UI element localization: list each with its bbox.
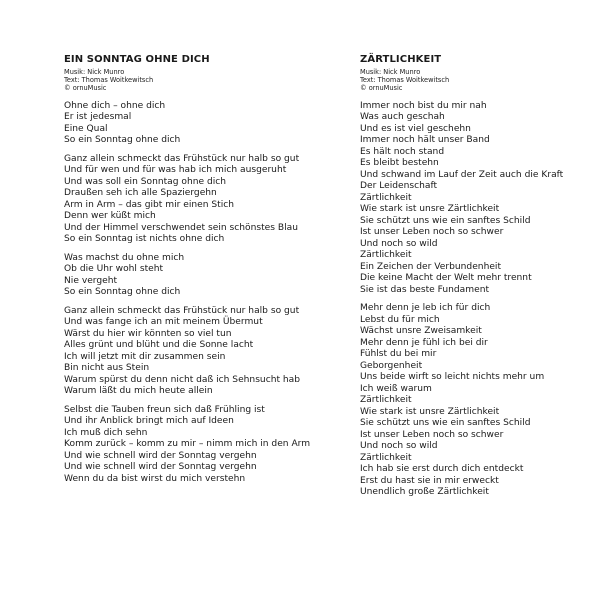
credit-copyright: © ornuMusic: [64, 84, 107, 93]
lyric-line: Ganz allein schmeckt das Frühstück nur halb so gut: [64, 153, 300, 164]
song-lyrics: [64, 101, 344, 486]
lyric-line: Wenn du da bist wirst du mich verstehn: [64, 473, 246, 484]
lyrics-stanza: [360, 101, 592, 297]
lyric-line: Der Leidenschaft: [360, 181, 438, 192]
lyric-line: Mehr denn je leb ich für dich: [360, 303, 491, 314]
lyric-line: Warum spürst du denn nicht daß ich Sehnsucht hab: [64, 374, 301, 385]
lyric-line: Ich weiß warum: [360, 383, 432, 394]
lyric-line: Ist unser Leben noch so schwer: [360, 227, 504, 238]
lyric-line: Er ist jedesmal: [64, 112, 132, 123]
lyric-line: Ist unser Leben noch so schwer: [360, 429, 504, 440]
lyric-line: Ob die Uhr wohl steht: [64, 264, 164, 275]
lyric-line: Komm zurück – komm zu mir – nimm mich in den Arm: [64, 439, 311, 450]
lyric-line: Was auch geschah: [360, 112, 445, 123]
lyric-line: Wie stark ist unsre Zärtlichkeit: [360, 406, 500, 417]
lyric-line: So ein Sonntag ohne dich: [64, 287, 181, 298]
credit-copyright: © ornuMusic: [360, 84, 403, 93]
lyric-line: Zärtlichkeit: [360, 250, 412, 261]
lyrics-stanza: [64, 253, 344, 299]
lyric-line: Lebst du für mich: [360, 314, 440, 325]
song-title: ZÄRTLICHKEIT: [360, 54, 442, 65]
lyric-line: Es bleibt bestehn: [360, 158, 439, 169]
lyric-line: Und wie schnell wird der Sonntag vergehn: [64, 462, 257, 473]
lyric-line: Bin nicht aus Stein: [64, 363, 150, 374]
lyric-line: Es hält noch stand: [360, 146, 445, 157]
lyric-line: Alles grünt und blüht und die Sonne lacht: [64, 340, 254, 351]
lyric-line: Und für wen und für was hab ich mich ausgeruht: [64, 165, 287, 176]
lyric-line: Immer noch bist du mir nah: [360, 100, 487, 111]
lyric-line: Und der Himmel verschwendet sein schönstes Blau: [64, 222, 298, 233]
lyric-line: Mehr denn je fühl ich bei dir: [360, 337, 488, 348]
lyric-line: Draußen seh ich alle Spaziergehn: [64, 188, 217, 199]
song-credits: [64, 68, 344, 93]
lyric-line: Und noch so wild: [360, 238, 438, 249]
song-column-right: [360, 54, 592, 499]
lyric-line: Und noch so wild: [360, 441, 438, 452]
lyric-line: Ich hab sie erst durch dich entdeckt: [360, 464, 524, 475]
lyric-line: Denn wer küßt mich: [64, 211, 156, 222]
lyric-line: Warum läßt du mich heute allein: [64, 386, 213, 397]
song-column-left: [64, 54, 344, 485]
lyric-line: Zärtlichkeit: [360, 452, 412, 463]
credit-lyrics: Text: Thomas Woitkewitsch: [64, 76, 154, 85]
lyric-line: Fühlst du bei mir: [360, 349, 437, 360]
lyrics-stanza: [64, 101, 344, 147]
lyric-line: So ein Sonntag ist nichts ohne dich: [64, 234, 225, 245]
lyric-line: Und ihr Anblick bringt mich auf Ideen: [64, 416, 234, 427]
credit-music: Musik: Nick Munro: [64, 68, 125, 76]
lyric-line: Uns beide wirft so leicht nichts mehr um: [360, 372, 545, 383]
lyric-line: Die keine Macht der Welt mehr trennt: [360, 273, 532, 284]
credit-lyrics: Text: Thomas Woitkewitsch: [360, 76, 450, 85]
lyric-line: Und es ist viel geschehn: [360, 123, 471, 134]
lyric-line: Und wie schnell wird der Sonntag vergehn: [64, 450, 257, 461]
lyric-line: Zärtlichkeit: [360, 395, 412, 406]
song-credits: [360, 68, 592, 93]
lyric-line: Erst du hast sie in mir erweckt: [360, 475, 499, 486]
song-title: EIN SONNTAG OHNE DICH: [64, 54, 210, 65]
credit-music: Musik: Nick Munro: [360, 68, 421, 76]
lyric-line: Sie schützt uns wie ein sanftes Schild: [360, 215, 531, 226]
lyric-line: Eine Qual: [64, 123, 108, 134]
lyric-line: Selbst die Tauben freun sich daß Frühling ist: [64, 404, 265, 415]
lyric-line: Sie schützt uns wie ein sanftes Schild: [360, 418, 531, 429]
lyric-line: Ein Zeichen der Verbundenheit: [360, 261, 502, 272]
lyric-line: Ganz allein schmeckt das Frühstück nur halb so gut: [64, 305, 300, 316]
lyrics-stanza: [64, 154, 344, 246]
lyric-line: Arm in Arm – das gibt mir einen Stich: [64, 199, 234, 210]
lyric-line: Geborgenheit: [360, 360, 423, 371]
lyric-line: Wärst du hier wir könnten so viel tun: [64, 328, 232, 339]
lyric-line: Ich muß dich sehn: [64, 427, 148, 438]
lyric-line: Unendlich große Zärtlichkeit: [360, 487, 489, 498]
lyric-line: So ein Sonntag ohne dich: [64, 135, 181, 146]
lyric-line: Zärtlichkeit: [360, 192, 412, 203]
lyrics-stanza: [64, 405, 344, 486]
lyric-line: Und was soll ein Sonntag ohne dich: [64, 176, 227, 187]
lyric-line: Nie vergeht: [64, 275, 118, 286]
lyric-line: Wie stark ist unsre Zärtlichkeit: [360, 204, 500, 215]
lyrics-stanza: [360, 303, 592, 499]
lyric-line: Wächst unsre Zweisamkeit: [360, 326, 482, 337]
lyric-line: Ohne dich – ohne dich: [64, 100, 166, 111]
lyrics-stanza: [64, 306, 344, 398]
lyric-line: Was machst du ohne mich: [64, 252, 185, 263]
lyric-line: Und was fange ich an mit meinem Übermut: [64, 317, 263, 328]
lyric-line: Und schwand im Lauf der Zeit auch die Kraft: [360, 169, 564, 180]
song-lyrics: [360, 101, 592, 499]
lyric-line: Sie ist das beste Fundament: [360, 284, 490, 295]
lyric-line: Ich will jetzt mit dir zusammen sein: [64, 351, 226, 362]
lyric-line: Immer noch hält unser Band: [360, 135, 490, 146]
